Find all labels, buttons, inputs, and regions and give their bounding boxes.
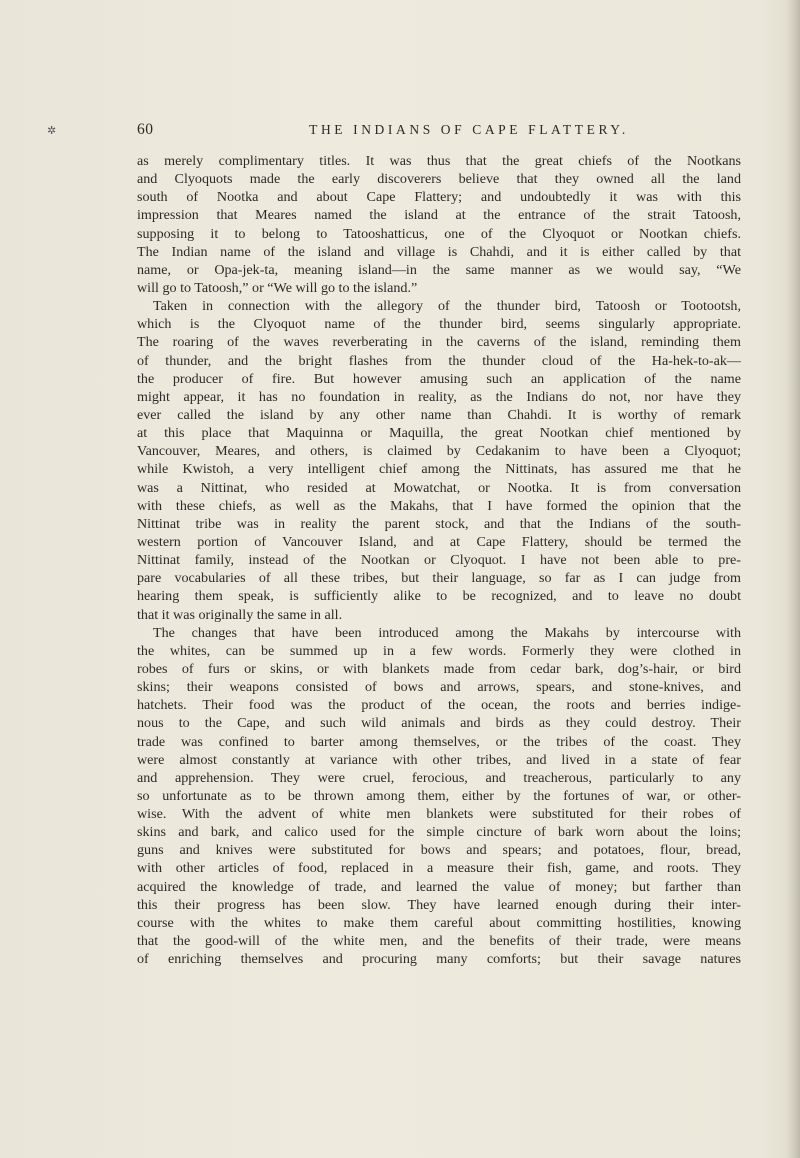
text-line: that the good-will of the white men, and the benefits of their trade, were means xyxy=(137,933,741,950)
text-line: The Indian name of the island and village is Chahdi, and it is either called by that xyxy=(137,243,741,260)
text-line: were almost constantly at variance with other tribes, and lived in a state of fear xyxy=(137,751,741,768)
text-line: hatchets. Their food was the product of the ocean, the roots and berries indige- xyxy=(137,697,741,714)
text-line: wise. With the advent of white men blankets were substituted for their robes of xyxy=(137,806,741,823)
running-title: THE INDIANS OF CAPE FLATTERY. xyxy=(309,122,629,137)
text-line: robes of furs or skins, or with blankets made from cedar bark, dog’s-hair, or bird xyxy=(137,660,741,677)
text-line: Nittinat tribe was in reality the parent stock, and that the Indians of the south- xyxy=(137,515,741,532)
text-line: at this place that Maquinna or Maquilla, the great Nootkan chief mentioned by xyxy=(137,425,741,442)
text-line: so unfortunate as to be thrown among them, either by the fortunes of war, or other- xyxy=(137,787,741,804)
text-line: hearing them speak, is sufficiently alike to be recognized, and to leave no doubt xyxy=(137,588,741,605)
page-edge-shadow xyxy=(786,0,800,1158)
text-line: might appear, it has no foundation in reality, as the Indians do not, nor have they xyxy=(137,388,741,405)
page-header xyxy=(137,121,741,143)
text-line: this their progress has been slow. They have learned enough during their inter- xyxy=(137,896,741,913)
text-line: of thunder, and the bright flashes from the thunder cloud of the Ha-hek-to-ak— xyxy=(137,352,741,369)
text-line: pare vocabularies of all these tribes, but their language, so far as I can judge from xyxy=(137,570,741,587)
text-line: supposing it to belong to Tatooshatticus, one of the Clyoquot or Nootkan chiefs. xyxy=(137,225,741,242)
text-line: that it was originally the same in all. xyxy=(137,606,343,623)
text-line: ever called the island by any other name than Chahdi. It is worthy of remark xyxy=(137,406,741,423)
text-line: and Clyoquots made the early discoverers believe that they owned all the land xyxy=(137,171,741,188)
text-line: course with the whites to make them careful about committing hostilities, knowing xyxy=(137,914,741,931)
text-line: with these chiefs, as well as the Makahs, that I have formed the opinion that the xyxy=(137,497,741,514)
text-line: The changes that have been introduced among the Makahs by intercourse with xyxy=(153,624,741,641)
text-line: Taken in connection with the allegory of the thunder bird, Tatoosh or Tootootsh, xyxy=(153,298,741,315)
text-line: while Kwistoh, a very intelligent chief among the Nittinats, has assured me that he xyxy=(137,461,741,478)
text-line: will go to Tatoosh,” or “We will go to the island.” xyxy=(137,279,418,296)
page-number: 60 xyxy=(137,121,154,138)
text-line: Vancouver, Meares, and others, is claimed by Cedakanim to have been a Clyoquot; xyxy=(137,443,741,460)
text-line: Nittinat family, instead of the Nootkan or Clyoquot. I have not been able to pre- xyxy=(137,552,741,569)
text-line: name, or Opa-jek-ta, meaning island—in the same manner as we would say, “We xyxy=(137,261,741,278)
text-line: acquired the knowledge of trade, and learned the value of money; but farther than xyxy=(137,878,741,895)
text-line: western portion of Vancouver Island, and at Cape Flattery, should be termed the xyxy=(137,533,741,550)
text-line: with other articles of food, replaced in a measure their fish, game, and roots. They xyxy=(137,860,741,877)
text-line: The roaring of the waves reverberating in the caverns of the island, reminding them xyxy=(137,334,741,351)
text-line: nous to the Cape, and such wild animals and birds as they could destroy. Their xyxy=(137,715,741,732)
text-line: trade was confined to barter among themselves, or the tribes of the coast. They xyxy=(137,733,741,750)
text-line: the producer of fire. But however amusing such an application of the name xyxy=(137,370,741,387)
text-line: impression that Meares named the island at the entrance of the strait Tatoosh, xyxy=(137,207,741,224)
body-text xyxy=(137,152,741,968)
text-line: the whites, can be summed up in a few words. Formerly they were clothed in xyxy=(137,642,741,659)
text-line: guns and knives were substituted for bows and spears; and potatoes, flour, bread, xyxy=(137,842,741,859)
text-line: as merely complimentary titles. It was thus that the great chiefs of the Nootkans xyxy=(137,153,741,169)
margin-mark: ✲ xyxy=(47,125,57,137)
text-line: which is the Clyoquot name of the thunder bird, seems singularly appropriate. xyxy=(137,316,741,333)
text-line: was a Nittinat, who resided at Mowatchat, or Nootka. It is from conversation xyxy=(137,479,741,496)
text-line: south of Nootka and about Cape Flattery; and undoubtedly it was with this xyxy=(137,189,741,206)
text-line: and apprehension. They were cruel, ferocious, and treacherous, particularly to any xyxy=(137,769,741,786)
text-line: skins and bark, and calico used for the simple cincture of bark worn about the loins; xyxy=(137,824,741,841)
text-line: of enriching themselves and procuring many comforts; but their savage natures xyxy=(137,951,741,968)
text-line: skins; their weapons consisted of bows and arrows, spears, and stone-knives, and xyxy=(137,679,741,696)
